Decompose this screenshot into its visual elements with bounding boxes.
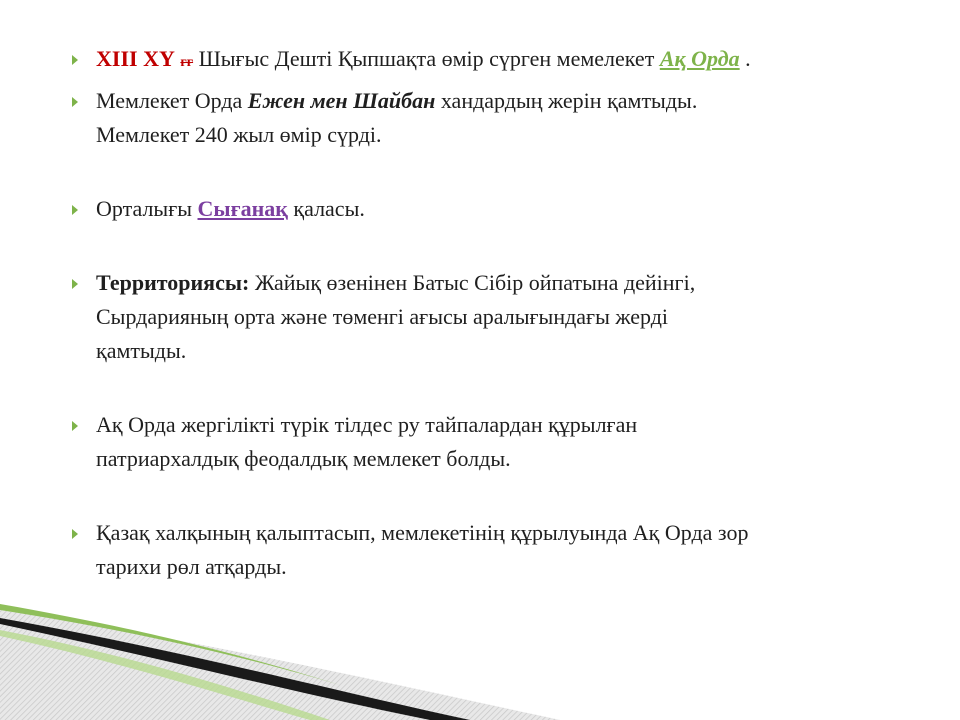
bullet-arrow-icon	[72, 529, 78, 539]
bullet-arrow-icon	[72, 205, 78, 215]
bullet-arrow-icon	[72, 55, 78, 65]
ak-orda-link[interactable]: Ақ Орда	[659, 46, 740, 71]
bullet-text-line2: Сырдарияның орта және төменгі ағысы аралығындағы жерді	[96, 304, 669, 329]
bullet-arrow-icon	[72, 97, 78, 107]
bullet-text-line3: қамтыды.	[96, 338, 187, 363]
bullet-text-line2: Мемлекет 240 жыл өмір сүрді.	[96, 122, 382, 147]
khans-names: Ежен мен Шайбан	[247, 88, 436, 113]
bullet-arrow-icon	[72, 279, 78, 289]
bullet-text-line1: Қазақ халқының қалыптасып, мемлекетінің құрылуында Ақ Орда зор	[96, 520, 749, 545]
decorative-swoosh	[0, 600, 960, 720]
bullet-item-1	[68, 42, 898, 80]
bullet-item-2	[68, 84, 898, 152]
bullet-item-4	[68, 266, 898, 368]
bullet-text: Шығыс Дешті Қыпшақта өмір сүрген мемелекет	[198, 46, 660, 71]
bullet-item-5	[68, 408, 898, 476]
bullet-text: хандардың жерін қамтыды.	[440, 88, 698, 113]
hatched-band	[0, 610, 560, 720]
bullet-arrow-icon	[72, 421, 78, 431]
bullet-item-6	[68, 516, 898, 584]
syganak-link[interactable]: Сығанақ	[197, 196, 288, 221]
bullet-text: Мемлекет Орда	[96, 88, 248, 113]
bullet-text-end: .	[745, 46, 751, 71]
century-range: XIII XY	[96, 46, 175, 71]
bullet-text: қаласы.	[293, 196, 365, 221]
territory-label: Территориясы:	[96, 270, 250, 295]
bullet-text-line2: тарихи рөл атқарды.	[96, 554, 287, 579]
bullet-text: Жайық өзенінен Батыс Сібір ойпатына дейінгі,	[254, 270, 696, 295]
bullet-text: Орталығы	[96, 196, 198, 221]
bullet-text-line1: Ақ Орда жергілікті түрік тілдес ру тайпалардан құрылған	[96, 412, 638, 437]
bullet-text-line2: патриархалдық феодалдық мемлекет болды.	[96, 446, 511, 471]
century-suffix: ғғ	[180, 55, 194, 70]
bullet-item-3	[68, 192, 898, 226]
bullet-list	[68, 42, 898, 584]
